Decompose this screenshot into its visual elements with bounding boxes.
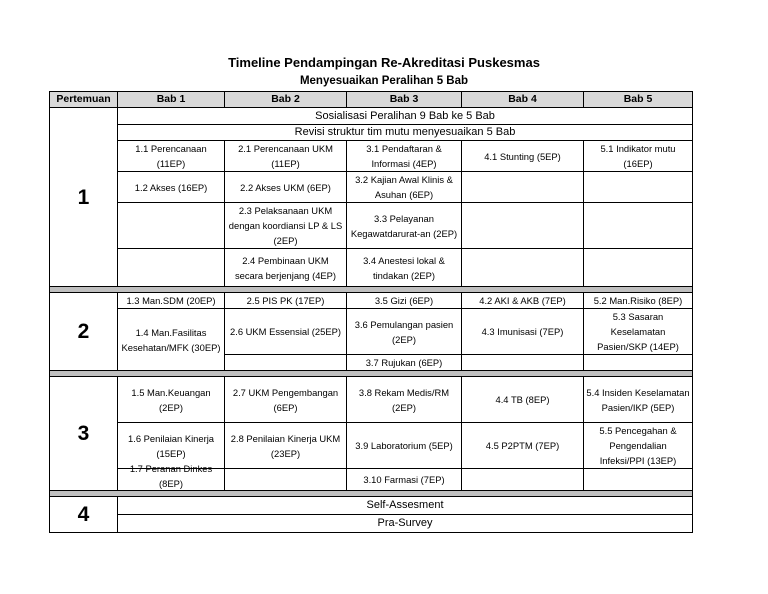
empty-cell bbox=[462, 172, 584, 203]
empty-cell bbox=[584, 172, 693, 203]
empty-cell bbox=[584, 469, 693, 491]
meeting1-sosialisasi: Sosialisasi Peralihan 9 Bab ke 5 Bab bbox=[118, 108, 693, 125]
cell-3-7: 3.7 Rujukan (6EP) bbox=[347, 355, 462, 371]
header-bab-2: Bab 2 bbox=[225, 92, 347, 108]
cell-5-3: 5.3 Sasaran Keselamatan Pasien/SKP (14EP) bbox=[584, 309, 693, 355]
cell-3-3: 3.3 Pelayanan Kegawatdarurat-an (2EP) bbox=[347, 203, 462, 249]
cell-3-8: 3.8 Rekam Medis/RM (2EP) bbox=[347, 377, 462, 423]
timeline-table bbox=[49, 91, 693, 533]
header-pertemuan: Pertemuan bbox=[50, 92, 118, 108]
empty-cell bbox=[462, 249, 584, 287]
document-title: Timeline Pendampingan Re-Akreditasi Puskesmas bbox=[228, 55, 540, 70]
meeting-number-4: 4 bbox=[50, 497, 118, 533]
cell-2-5: 2.5 PIS PK (17EP) bbox=[225, 293, 347, 309]
document-subtitle: Menyesuaikan Peralihan 5 Bab bbox=[299, 75, 469, 87]
cell-3-9: 3.9 Laboratorium (5EP) bbox=[347, 423, 462, 469]
cell-3-5: 3.5 Gizi (6EP) bbox=[347, 293, 462, 309]
cell-4-5: 4.5 P2PTM (7EP) bbox=[462, 423, 584, 469]
cell-1-3: 1.3 Man.SDM (20EP) bbox=[118, 293, 225, 309]
table-row bbox=[50, 469, 693, 491]
cell-3-10: 3.10 Farmasi (7EP) bbox=[347, 469, 462, 491]
empty-cell bbox=[225, 469, 347, 491]
empty-cell bbox=[118, 249, 225, 287]
empty-cell bbox=[462, 469, 584, 491]
table-row bbox=[50, 125, 693, 141]
meeting4-pra-survey: Pra-Survey bbox=[118, 515, 693, 533]
table-row bbox=[50, 309, 693, 355]
table-row bbox=[50, 377, 693, 423]
empty-cell bbox=[225, 355, 347, 371]
table-row bbox=[50, 108, 693, 125]
cell-1-5: 1.5 Man.Keuangan (2EP) bbox=[118, 377, 225, 423]
table-row bbox=[50, 249, 693, 287]
cell-2-6: 2.6 UKM Essensial (25EP) bbox=[225, 309, 347, 355]
header-bab-1: Bab 1 bbox=[118, 92, 225, 108]
header-bab-5: Bab 5 bbox=[584, 92, 693, 108]
cell-5-1: 5.1 Indikator mutu (16EP) bbox=[584, 141, 693, 172]
cell-1-1: 1.1 Perencanaan (11EP) bbox=[118, 141, 225, 172]
cell-2-7: 2.7 UKM Pengembangan (6EP) bbox=[225, 377, 347, 423]
cell-4-4: 4.4 TB (8EP) bbox=[462, 377, 584, 423]
table-row bbox=[50, 515, 693, 533]
header-bab-4: Bab 4 bbox=[462, 92, 584, 108]
cell-2-1: 2.1 Perencanaan UKM (11EP) bbox=[225, 141, 347, 172]
cell-2-2: 2.2 Akses UKM (6EP) bbox=[225, 172, 347, 203]
cell-1-6: 1.6 Penilaian Kinerja (15EP) bbox=[118, 423, 225, 469]
cell-4-3: 4.3 Imunisasi (7EP) bbox=[462, 309, 584, 355]
cell-1-4: 1.4 Man.Fasilitas Kesehatan/MFK (30EP) bbox=[118, 309, 225, 371]
meeting-number-1: 1 bbox=[50, 108, 118, 287]
table-row bbox=[50, 293, 693, 309]
cell-2-3: 2.3 Pelaksanaan UKM dengan koordiansi LP & LS (2EP) bbox=[225, 203, 347, 249]
cell-2-8: 2.8 Penilaian Kinerja UKM (23EP) bbox=[225, 423, 347, 469]
cell-5-2: 5.2 Man.Risiko (8EP) bbox=[584, 293, 693, 309]
header-row bbox=[50, 92, 693, 108]
empty-cell bbox=[462, 355, 584, 371]
cell-5-5: 5.5 Pencegahan & Pengendalian Infeksi/PPI (13EP) bbox=[584, 423, 693, 469]
cell-4-2: 4.2 AKI & AKB (7EP) bbox=[462, 293, 584, 309]
meeting4-self-assesment: Self-Assesment bbox=[118, 497, 693, 515]
cell-3-2: 3.2 Kajian Awal Klinis & Asuhan (6EP) bbox=[347, 172, 462, 203]
empty-cell bbox=[462, 203, 584, 249]
table-row bbox=[50, 141, 693, 172]
empty-cell bbox=[584, 203, 693, 249]
cell-3-4: 3.4 Anestesi lokal & tindakan (2EP) bbox=[347, 249, 462, 287]
meeting-number-3: 3 bbox=[50, 377, 118, 491]
cell-5-4: 5.4 Insiden Keselamatan Pasien/IKP (5EP) bbox=[584, 377, 693, 423]
cell-3-6: 3.6 Pemulangan pasien (2EP) bbox=[347, 309, 462, 355]
table-row bbox=[50, 172, 693, 203]
cell-1-7: 1.7 Peranan Dinkes (8EP) bbox=[118, 469, 225, 491]
table-row bbox=[50, 203, 693, 249]
empty-cell bbox=[118, 203, 225, 249]
meeting1-revisi: Revisi struktur tim mutu menyesuaikan 5 Bab bbox=[118, 125, 693, 141]
cell-1-2: 1.2 Akses (16EP) bbox=[118, 172, 225, 203]
cell-4-1: 4.1 Stunting (5EP) bbox=[462, 141, 584, 172]
empty-cell bbox=[584, 249, 693, 287]
meeting-number-2: 2 bbox=[50, 293, 118, 371]
empty-cell bbox=[584, 355, 693, 371]
table-row bbox=[50, 497, 693, 515]
cell-2-4: 2.4 Pembinaan UKM secara berjenjang (4EP) bbox=[225, 249, 347, 287]
cell-3-1: 3.1 Pendaftaran & Informasi (4EP) bbox=[347, 141, 462, 172]
header-bab-3: Bab 3 bbox=[347, 92, 462, 108]
